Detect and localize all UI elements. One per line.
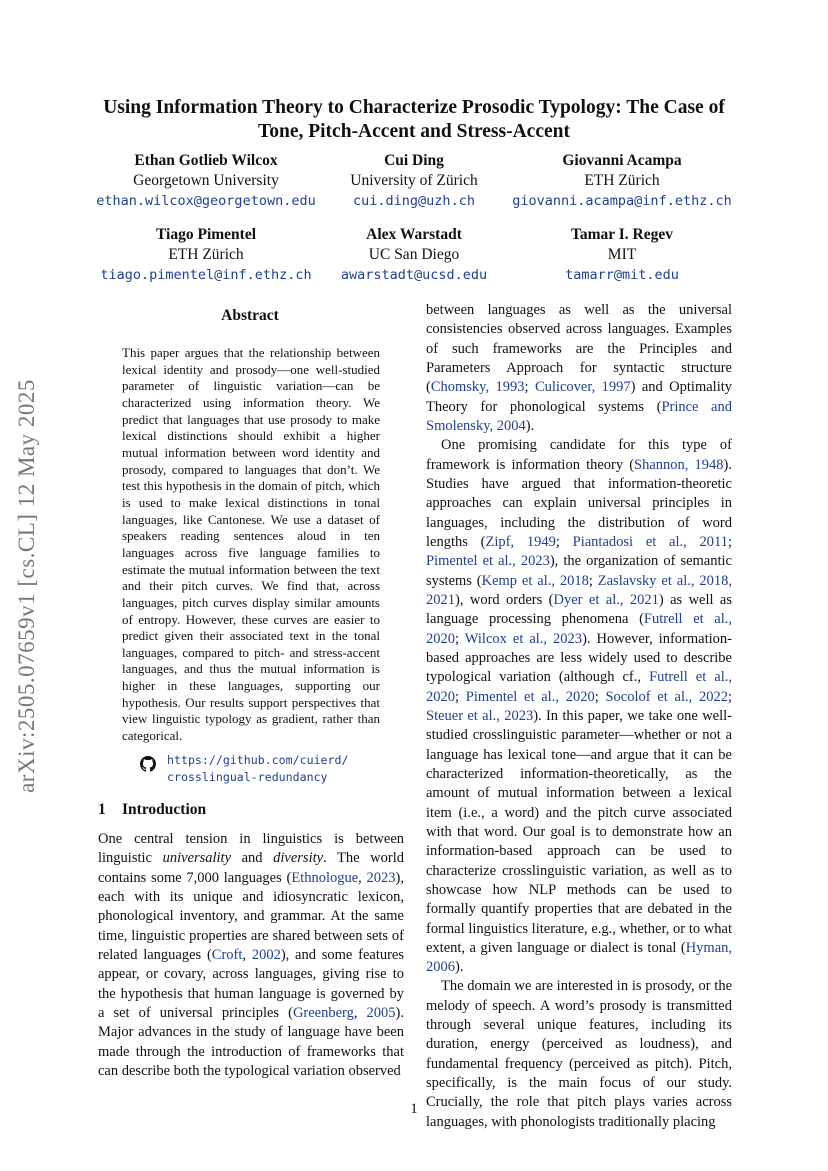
page-number: 1 [410,1101,418,1117]
author-affiliation: Georgetown University [133,172,279,189]
github-link[interactable] [167,752,348,786]
citation-link[interactable]: Chomsky, 1993 [430,379,525,396]
citation-link[interactable]: Piantadosi et al., 2011 [572,533,728,550]
github-link-line-2: crosslingual-redundancy [167,770,328,784]
citation-link[interactable]: Futrell et al., 2020 [426,611,733,647]
author-name: Alex Warstadt [366,226,462,243]
title-line-2: Tone, Pitch-Accent and Stress-Accent [258,121,570,142]
citation-link[interactable]: Futrell et al., 2020 [426,669,733,705]
intro-right-column [426,301,732,1132]
author-affiliation: MIT [607,246,637,263]
citation-link[interactable]: Hyman, 2006 [426,939,732,976]
author-affiliation: UC San Diego [368,246,460,263]
citation-link[interactable]: Zaslavsky et al., 2018, 2021 [426,572,732,608]
author-email[interactable]: ethan.wilcox@georgetown.edu [96,193,316,209]
author-name: Giovanni Acampa [562,152,682,169]
author-affiliation: ETH Zürich [584,172,660,189]
author-email[interactable]: awarstadt@ucsd.edu [340,267,488,283]
author-email[interactable]: tamarr@mit.edu [565,267,679,283]
section-number: 1 [98,801,106,818]
citation-link[interactable]: Shannon, 1948 [634,456,724,473]
citation-link[interactable]: Croft [211,946,243,963]
citation-link[interactable]: Prince and Smolensky, 2004 [426,398,732,434]
arxiv-identifier: arXiv:2505.07659v1 [cs.CL] 12 May 2025 [14,379,39,793]
paragraph: One promising candidate for this type of framework is information theory (Shannon, 1948). Studies have argued that information-theoretic approaches can explain universal principles in languages, including the distribution of word lengths (Zipf, 1949; Piantadosi et al., 2011; Pimentel et al., 2023), the organization of semantic systems (Kemp et al., 2018; Zaslavsky et al., 2018, 2021), word orders (Dyer et al., 2021) as well as language processing phenomena (Futrell et al., 2020; Wilcox et al., 2023). However, information-based approaches are less widely used to describe typological variation (although cf., Futrell et al., 2020; Pimentel et al., 2020; Socolof et al., 2022; Steuer et al., 2023). In this paper, we take one well-studied crosslinguistic parameter—whether or not a language has lexical tone—and argue that it can be characterized information-theoretically, as the amount of mutual information between a lexical item (i.e., a word) and the pitch curve associated with that word. Our goal is to demonstrate how an information-based approach can be used to characterize crosslinguistic variation, as well as to showcase how NLP methods can be used to formally quantify properties that are debated in the formal linguistics literature, e.g., whether, or to what extent, a given language or dialect is tonal (Hyman, 2006). [426,437,733,976]
section-heading [98,801,206,819]
author-affiliation: University of Zürich [350,172,478,189]
emphasis: universality [162,850,232,867]
author-block [492,151,752,211]
citation-link[interactable]: 2002 [251,946,281,963]
citation-link[interactable]: Ethnologue [291,869,359,886]
paragraph: The domain we are interested in is prosody, or the melody of speech. A word’s prosody is transmitted through several unique features, including its duration, energy (perceived as loudness), and fundamental frequency (perceived as pitch). Pitch, specifically, is the main focus of our study. Crucially, the role that pitch plays varies across languages, with phonologists traditionally placing [426,978,732,1130]
abstract-body: This paper argues that the relationship between lexical identity and prosody—one well-studied parameter of linguistic variation—can be characterized using information theory. We predict that languages that use prosody to make lexical distinctions should exhibit a higher mutual information between word identity and prosody, compared to languages that don’t. We test this hypothesis in the domain of pitch, which is used to make lexical distinctions in tonal languages, like Cantonese. We use a dataset of speakers reading sentences aloud in ten languages across five language families to estimate the mutual information between the text and their pitch curves. We find that, across languages, pitch curves display similar amounts of entropy. However, these curves are easier to predict given their associated text in the tonal languages, compared to pitch- and stress-accent languages, and thus the mutual information is higher in these languages, supporting our hypothesis. Our results support perspectives that view linguistic typology as gradient, rather than categorical. [122,345,380,744]
citation-link[interactable]: Greenberg [292,1004,354,1021]
title-line-1: Using Information Theory to Characterize Prosodic Typology: The Case of [103,97,725,118]
citation-link[interactable]: Pimentel et al., 2020 [465,688,595,705]
citation-link[interactable]: Socolof et al., 2022 [605,688,728,705]
author-block [492,225,752,285]
citation-link[interactable]: Culicover, 1997 [534,379,631,396]
citation-link[interactable]: Steuer et al., 2023 [426,707,534,724]
citation-link[interactable]: Wilcox et al., 2023 [464,630,583,647]
citation-link[interactable]: Pimentel et al., 2023 [426,553,550,570]
section-title: Introduction [122,801,207,818]
paragraph: between languages as well as the universal consistencies observed across languages. Examples of such frameworks are the Principles and Parameters Approach for syntactic structure (Chomsky, 1993; Culicover, 1997) and Optimality Theory for phonological systems (Prince and Smolensky, 2004). [426,302,733,434]
github-link-line-1: https://github.com/cuierd/ [167,753,349,767]
author-name: Ethan Gotlieb Wilcox [134,152,278,169]
emphasis: diversity [273,850,324,867]
paper-title [60,96,768,144]
citation-link[interactable]: 2005 [366,1004,396,1021]
github-icon [140,756,156,772]
author-email[interactable]: tiago.pimentel@inf.ethz.ch [100,267,312,283]
citation-link[interactable]: Zipf, 1949 [485,533,556,550]
abstract-heading: Abstract [221,307,279,324]
author-name: Tiago Pimentel [155,226,257,243]
intro-left-column [98,830,404,1081]
citation-link[interactable]: Kemp et al., 2018 [481,572,589,589]
author-name: Cui Ding [384,152,444,169]
citation-link[interactable]: 2023 [366,869,396,886]
paragraph: One central tension in linguistics is between linguistic universality and diversity. The world contains some 7,000 languages (Ethnologue, 2023), each with its unique and idiosyncratic lexicon, phonological inventory, and grammar. At the same time, linguistic properties are shared between sets of related languages (Croft, 2002), and some features appear, or covary, across languages, giving rise to the hypothesis that human language is governed by a set of universal principles (Greenberg, 2005). Major advances in the study of language have been made through the introduction of frameworks that can describe both the typological variation observed [98,831,404,1079]
author-affiliation: ETH Zürich [168,246,244,263]
author-email[interactable]: cui.ding@uzh.ch [353,193,475,209]
author-email[interactable]: giovanni.acampa@inf.ethz.ch [512,193,732,209]
citation-link[interactable]: Dyer et al., 2021 [553,591,659,608]
author-name: Tamar I. Regev [570,226,674,243]
